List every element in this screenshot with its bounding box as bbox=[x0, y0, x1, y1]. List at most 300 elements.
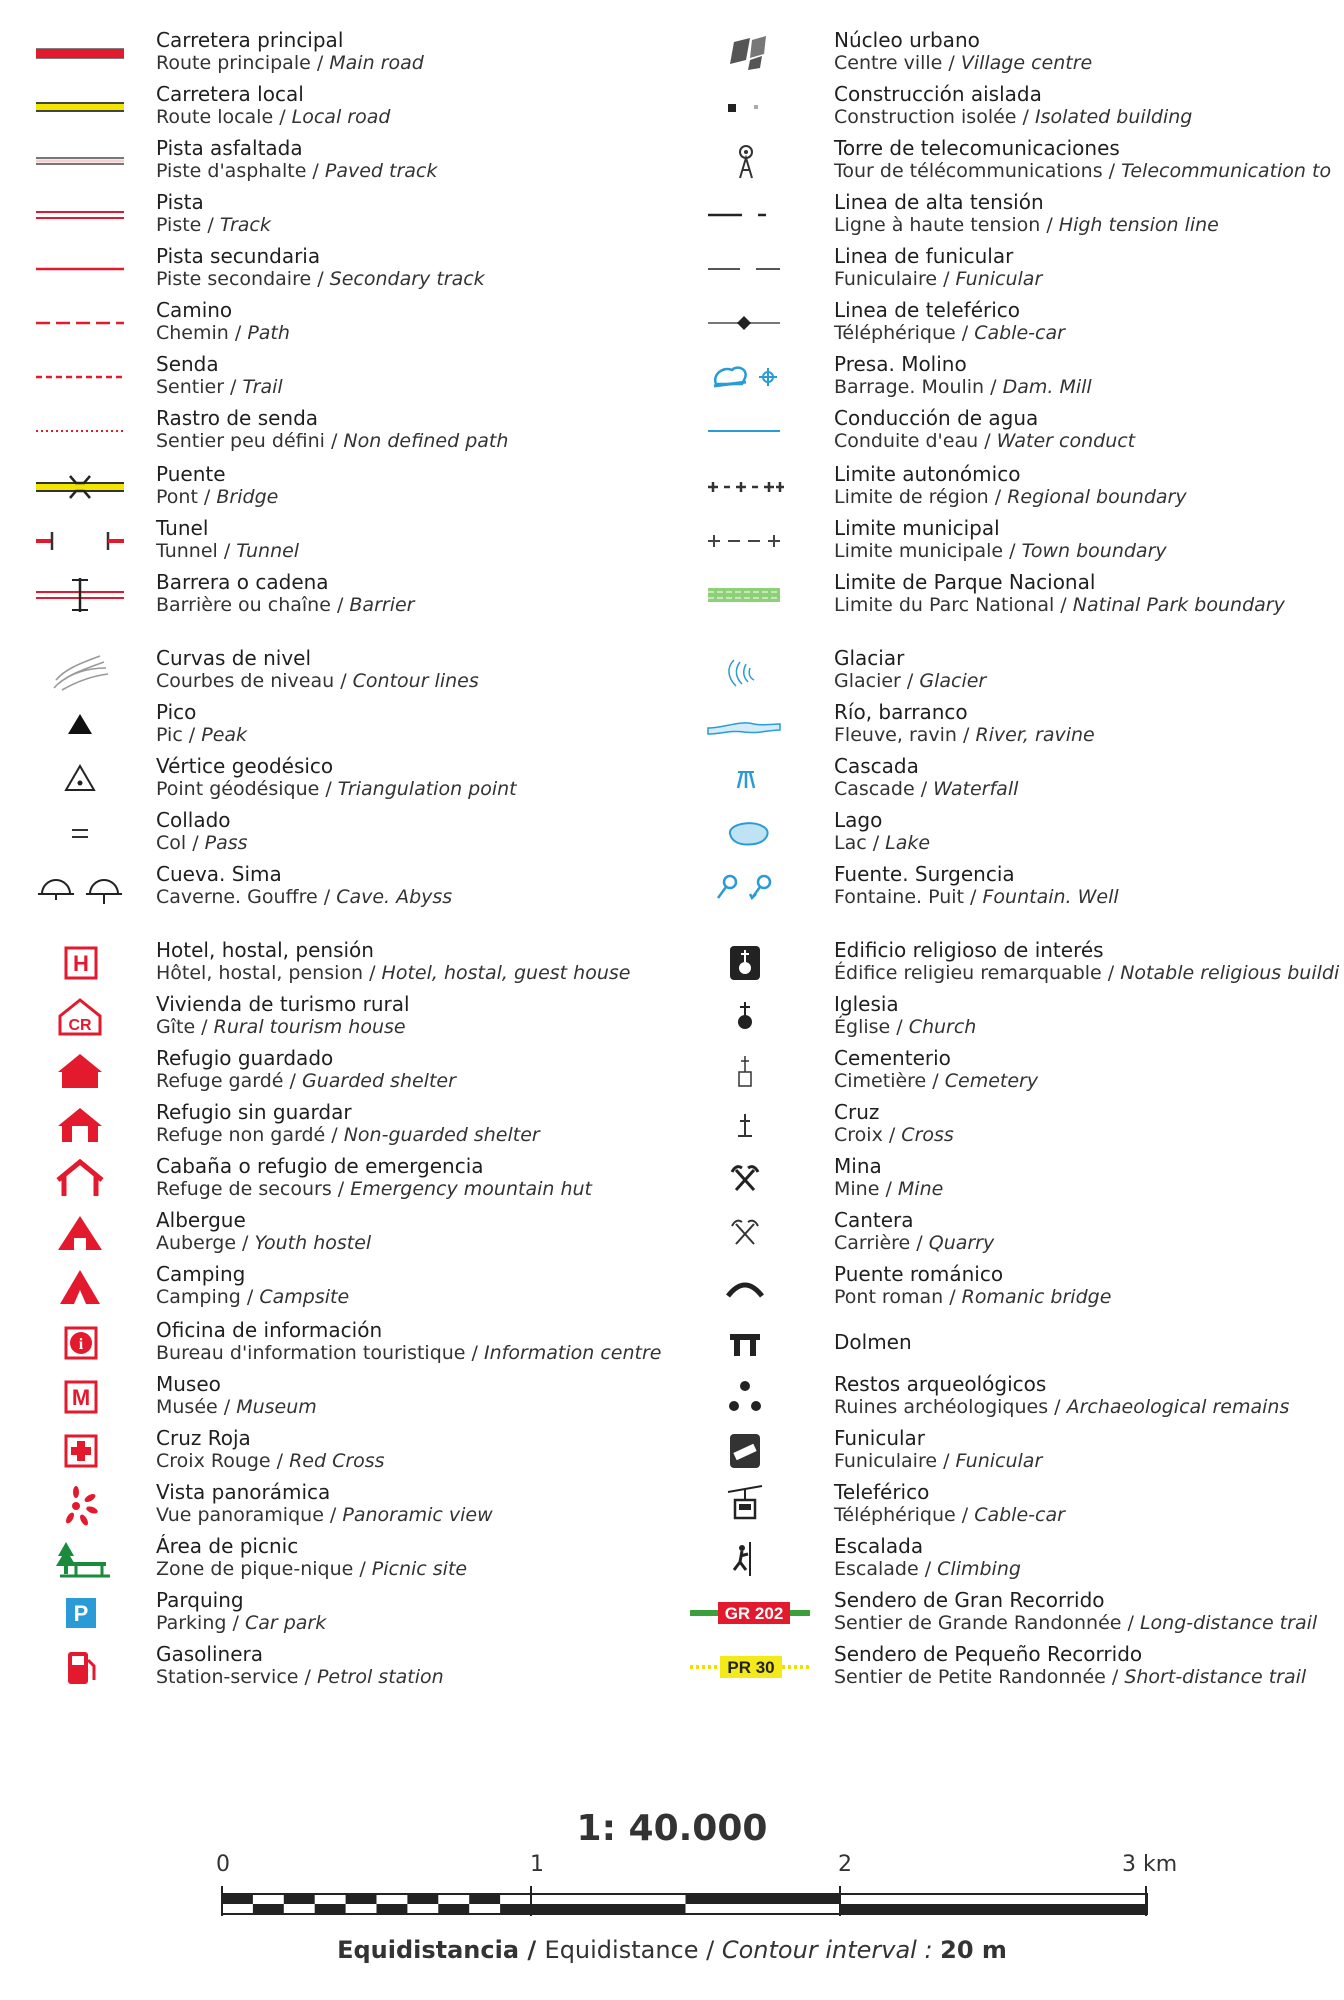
legend-title-es: Senda bbox=[156, 352, 219, 376]
legend-title-es: Torre de telecomunicaciones bbox=[834, 136, 1120, 160]
non-guarded-shelter-icon bbox=[0, 1098, 140, 1152]
legend-title-en: Short-distance trail bbox=[1124, 1666, 1307, 1688]
legend-title-fr: Funiculaire / bbox=[834, 268, 956, 290]
legend-text bbox=[156, 352, 283, 399]
legend-title-es: Cueva. Sima bbox=[156, 862, 282, 886]
legend-text bbox=[834, 570, 1285, 617]
legend-title-fr: Refuge non gardé / bbox=[156, 1124, 344, 1146]
legend-title-en: Funicular bbox=[955, 1450, 1043, 1472]
legend-title-es: Sendero de Pequeño Recorrido bbox=[834, 1642, 1143, 1666]
legend-title-fr: Sentier de Petite Randonnée / bbox=[834, 1666, 1125, 1688]
legend-title-es: Linea de teleférico bbox=[834, 298, 1021, 322]
legend-title-en: Cable-car bbox=[974, 322, 1065, 344]
legend-title-fr: Ligne à haute tension / bbox=[834, 214, 1059, 236]
legend-subtitle bbox=[156, 486, 278, 509]
contour-lines-icon bbox=[0, 644, 140, 698]
legend-subtitle bbox=[834, 1286, 1111, 1309]
bridge-symbol bbox=[0, 460, 140, 514]
legend-title-es: Refugio guardado bbox=[156, 1046, 334, 1070]
legend-title-fr: Construction isolée / bbox=[834, 106, 1035, 128]
legend-title-en: Path bbox=[247, 322, 290, 344]
legend-text bbox=[156, 1154, 592, 1201]
legend-title-fr: Auberge / bbox=[156, 1232, 255, 1254]
legend-title-es: Pico bbox=[156, 700, 197, 724]
legend-title-es: Carretera local bbox=[156, 82, 304, 106]
legend-title-fr: Parking / bbox=[156, 1612, 245, 1634]
legend-text bbox=[156, 646, 479, 693]
legend-title-en: Lake bbox=[885, 832, 931, 854]
legend-title-es: Cantera bbox=[834, 1208, 914, 1232]
legend-title-en: Main road bbox=[329, 52, 424, 74]
legend-title-fr: Fleuve, ravin / bbox=[834, 724, 976, 746]
legend-subtitle bbox=[834, 1178, 943, 1201]
legend-title-fr: Mine / bbox=[834, 1178, 898, 1200]
legend-text bbox=[156, 1046, 456, 1093]
scale-ratio: 1: 40.000 bbox=[576, 1808, 768, 1849]
legend-text bbox=[834, 28, 1092, 75]
legend-title-es: Camino bbox=[156, 298, 233, 322]
funicular-line-symbol bbox=[690, 242, 830, 296]
legend-text bbox=[834, 1330, 912, 1354]
glacier-icon bbox=[690, 644, 830, 698]
legend-title-fr: Croix Rouge / bbox=[156, 1450, 290, 1472]
legend-title-fr: Carrière / bbox=[834, 1232, 929, 1254]
legend-title-fr: Limite du Parc National / bbox=[834, 594, 1073, 616]
legend-title-fr: Église / bbox=[834, 1016, 909, 1038]
legend-title-en: Water conduct bbox=[996, 430, 1136, 452]
legend-title-fr: Tour de télécommunications / bbox=[834, 160, 1122, 182]
legend-title-en: Peak bbox=[201, 724, 248, 746]
legend-text bbox=[834, 244, 1042, 291]
legend-title-fr: Refuge gardé / bbox=[156, 1070, 302, 1092]
legend-text bbox=[156, 570, 414, 617]
legend-subtitle bbox=[834, 1450, 1042, 1473]
legend-title-en: Cable-car bbox=[974, 1504, 1065, 1526]
legend-subtitle bbox=[156, 214, 271, 237]
pr-badge-label: PR 30 bbox=[727, 1658, 775, 1677]
legend-subtitle bbox=[156, 160, 437, 183]
legend-title-es: Cruz Roja bbox=[156, 1426, 251, 1450]
legend-subtitle bbox=[834, 778, 1018, 801]
legend-title-en: Glacier bbox=[919, 670, 987, 692]
legend-subtitle bbox=[156, 376, 283, 399]
legend-title-en: Fountain. Well bbox=[982, 886, 1119, 908]
legend-subtitle bbox=[156, 1342, 661, 1365]
legend-text bbox=[156, 1208, 371, 1255]
cave-icon bbox=[0, 860, 140, 914]
funicular-icon bbox=[690, 1424, 830, 1478]
legend-title-es: Funicular bbox=[834, 1426, 926, 1450]
barrier-symbol bbox=[0, 568, 140, 622]
legend-text bbox=[834, 1262, 1111, 1309]
legend-title-es: Oficina de información bbox=[156, 1318, 383, 1342]
water-conduct-symbol bbox=[690, 404, 830, 458]
trail-symbol bbox=[0, 350, 140, 404]
paved-track-symbol bbox=[0, 134, 140, 188]
legend-title-fr: Croix / bbox=[834, 1124, 902, 1146]
legend-subtitle bbox=[834, 322, 1065, 345]
legend-title-es: Presa. Molino bbox=[834, 352, 967, 376]
legend-title-en: Long-distance trail bbox=[1139, 1612, 1318, 1634]
panoramic-view-icon bbox=[0, 1478, 140, 1532]
legend-title-es: Rastro de senda bbox=[156, 406, 319, 430]
legend-title-es: Restos arqueológicos bbox=[834, 1372, 1047, 1396]
legend-title-es: Cementerio bbox=[834, 1046, 951, 1070]
legend-text bbox=[834, 646, 986, 693]
guarded-shelter-icon bbox=[0, 1044, 140, 1098]
legend-title-en: Quarry bbox=[928, 1232, 995, 1254]
legend-subtitle bbox=[156, 724, 247, 747]
legend-subtitle bbox=[156, 1286, 349, 1309]
legend-title-fr: Fontaine. Puit / bbox=[834, 886, 983, 908]
legend-title-en: Campsite bbox=[259, 1286, 350, 1308]
cemetery-icon bbox=[690, 1044, 830, 1098]
legend-title-fr: Piste d'asphalte / bbox=[156, 160, 325, 182]
legend-subtitle bbox=[834, 886, 1119, 909]
legend-text bbox=[834, 516, 1167, 563]
legend-subtitle bbox=[156, 1666, 444, 1689]
dolmen-icon bbox=[690, 1316, 830, 1370]
museum-icon bbox=[0, 1370, 140, 1424]
legend-subtitle bbox=[156, 594, 414, 617]
legend-subtitle bbox=[156, 1396, 317, 1419]
legend-title-es: Teleférico bbox=[834, 1480, 930, 1504]
high-tension-line-symbol bbox=[690, 188, 830, 242]
legend-title-fr: Sentier / bbox=[156, 376, 243, 398]
legend-title-fr: Refuge de secours / bbox=[156, 1178, 351, 1200]
eq-val: 20 m bbox=[940, 1936, 1007, 1964]
main-road-symbol bbox=[0, 26, 140, 80]
legend-title-fr: Cimetière / bbox=[834, 1070, 945, 1092]
legend-title-es: Museo bbox=[156, 1372, 221, 1396]
dam-mill-icon bbox=[690, 350, 830, 404]
legend-title-en: Non-guarded shelter bbox=[343, 1124, 540, 1146]
red-cross-icon bbox=[0, 1424, 140, 1478]
legend-title-en: Contour lines bbox=[352, 670, 479, 692]
legend-title-en: Picnic site bbox=[371, 1558, 468, 1580]
legend-title-fr: Centre ville / bbox=[834, 52, 961, 74]
cross-icon bbox=[690, 1098, 830, 1152]
legend-subtitle bbox=[156, 268, 485, 291]
legend-subtitle bbox=[156, 430, 508, 453]
legend-subtitle bbox=[834, 376, 1092, 399]
legend-subtitle bbox=[834, 1232, 994, 1255]
legend-title-en: High tension line bbox=[1058, 214, 1219, 236]
legend-title-fr: Glacier / bbox=[834, 670, 920, 692]
legend-subtitle bbox=[156, 1070, 456, 1093]
gr-badge-label: GR 202 bbox=[724, 1604, 784, 1623]
legend-title-fr: Limite municipale / bbox=[834, 540, 1022, 562]
legend-title-en: Archaeological remains bbox=[1066, 1396, 1290, 1418]
national-park-boundary-symbol bbox=[690, 568, 830, 622]
church-icon bbox=[690, 990, 830, 1044]
legend-subtitle bbox=[156, 106, 390, 129]
legend-title-es: Carretera principal bbox=[156, 28, 344, 52]
legend-text bbox=[834, 1426, 1042, 1473]
gr-trail-badge bbox=[690, 1586, 830, 1640]
legend-title-en: Information centre bbox=[483, 1342, 662, 1364]
information-icon bbox=[0, 1316, 140, 1370]
legend-subtitle bbox=[834, 1124, 954, 1147]
legend-title-en: Panoramic view bbox=[342, 1504, 493, 1526]
legend-text bbox=[834, 862, 1119, 909]
track-symbol bbox=[0, 188, 140, 242]
legend-title-en: Isolated building bbox=[1034, 106, 1193, 128]
legend-title-fr: Chemin / bbox=[156, 322, 248, 344]
legend-title-fr: Édifice religieu remarquable / bbox=[834, 962, 1121, 984]
legend-text bbox=[834, 462, 1187, 509]
legend-title-fr: Route locale / bbox=[156, 106, 292, 128]
legend-title-es: Fuente. Surgencia bbox=[834, 862, 1015, 886]
legend-text bbox=[156, 754, 517, 801]
legend-title-es: Limite de Parque Nacional bbox=[834, 570, 1096, 594]
legend-title-en: Museum bbox=[236, 1396, 317, 1418]
legend-title-en: Town boundary bbox=[1021, 540, 1167, 562]
legend-title-es: Albergue bbox=[156, 1208, 246, 1232]
legend-subtitle bbox=[156, 1016, 410, 1039]
legend-text bbox=[156, 1534, 467, 1581]
legend-text bbox=[834, 1642, 1306, 1689]
legend-title-es: Glaciar bbox=[834, 646, 905, 670]
legend-text bbox=[834, 1100, 954, 1147]
legend-subtitle bbox=[834, 268, 1042, 291]
legend-text bbox=[834, 992, 976, 1039]
legend-title-fr: Camping / bbox=[156, 1286, 260, 1308]
legend-text bbox=[156, 406, 508, 453]
legend-text bbox=[156, 700, 247, 747]
legend-title-es: Gasolinera bbox=[156, 1642, 263, 1666]
peak-icon bbox=[0, 698, 140, 752]
legend-subtitle bbox=[156, 1612, 326, 1635]
svg-text:H: H bbox=[73, 951, 89, 976]
legend-title-es: Edificio religioso de interés bbox=[834, 938, 1104, 962]
legend-text bbox=[834, 136, 1331, 183]
legend-title-en: Cave. Abyss bbox=[336, 886, 453, 908]
legend-title-en: Village centre bbox=[960, 52, 1093, 74]
mine-icon bbox=[690, 1152, 830, 1206]
legend-title-fr: Funiculaire / bbox=[834, 1450, 956, 1472]
legend-text bbox=[834, 700, 1095, 747]
legend-title-es: Limite municipal bbox=[834, 516, 1000, 540]
path-symbol bbox=[0, 296, 140, 350]
legend-text bbox=[156, 462, 278, 509]
legend-title-fr: Hôtel, hostal, pension / bbox=[156, 962, 382, 984]
legend-title-es: Escalada bbox=[834, 1534, 924, 1558]
legend-title-es: Iglesia bbox=[834, 992, 899, 1016]
legend-subtitle bbox=[834, 160, 1331, 183]
legend-subtitle bbox=[834, 1558, 1021, 1581]
contour-interval bbox=[0, 1936, 1344, 1964]
legend-title-es: Pista secundaria bbox=[156, 244, 321, 268]
legend-text bbox=[834, 1534, 1021, 1581]
legend-subtitle bbox=[156, 322, 290, 345]
legend-subtitle bbox=[156, 1232, 371, 1255]
legend-subtitle bbox=[156, 832, 248, 855]
legend-title-fr: Caverne. Gouffre / bbox=[156, 886, 337, 908]
legend-text bbox=[156, 1372, 317, 1419]
legend-subtitle bbox=[156, 52, 424, 75]
legend-subtitle bbox=[834, 1396, 1289, 1419]
lake-icon bbox=[690, 806, 830, 860]
legend-title-es: Limite autonómico bbox=[834, 462, 1021, 486]
legend-title-en: River, ravine bbox=[975, 724, 1095, 746]
legend-text bbox=[156, 516, 299, 563]
legend-text bbox=[834, 190, 1219, 237]
legend-title-es: Pista bbox=[156, 190, 204, 214]
legend-title-en: Telecommunication to bbox=[1121, 160, 1332, 182]
legend-title-en: Climbing bbox=[937, 1558, 1021, 1580]
legend-text bbox=[156, 808, 248, 855]
legend-title-es: Curvas de nivel bbox=[156, 646, 312, 670]
legend-text bbox=[156, 938, 630, 985]
legend-title-en: Local road bbox=[291, 106, 391, 128]
isolated-building-icon bbox=[690, 80, 830, 134]
svg-text:CR: CR bbox=[68, 1017, 92, 1034]
legend-title-en: Romanic bridge bbox=[961, 1286, 1112, 1308]
legend-title-en: Notable religious buildi bbox=[1120, 962, 1340, 984]
legend-title-fr: Sentier peu défini / bbox=[156, 430, 344, 452]
scale-tick-3: 3 km bbox=[1122, 1852, 1178, 1877]
legend-title-en: Barrier bbox=[349, 594, 415, 616]
legend-text bbox=[834, 1372, 1289, 1419]
eq-fr: Equidistance / bbox=[544, 1936, 722, 1964]
legend-title-en: Waterfall bbox=[933, 778, 1019, 800]
legend-title-en: Hotel, hostal, guest house bbox=[381, 962, 631, 984]
legend-title-fr: Courbes de niveau / bbox=[156, 670, 353, 692]
waterfall-icon bbox=[690, 752, 830, 806]
legend-text bbox=[834, 1480, 1065, 1527]
hotel-icon bbox=[0, 936, 140, 990]
legend-text bbox=[156, 190, 271, 237]
legend-subtitle bbox=[834, 1666, 1306, 1689]
legend-title-es: Cascada bbox=[834, 754, 919, 778]
legend-title-en: Petrol station bbox=[316, 1666, 444, 1688]
legend-title-fr: Gîte / bbox=[156, 1016, 214, 1038]
archaeological-remains-icon bbox=[690, 1370, 830, 1424]
secondary-track-symbol bbox=[0, 242, 140, 296]
legend-text bbox=[834, 1154, 943, 1201]
legend-title-en: Trail bbox=[242, 376, 283, 398]
legend-title-fr: Pont / bbox=[156, 486, 217, 508]
legend-title-fr: Conduite d'eau / bbox=[834, 430, 997, 452]
legend-text bbox=[156, 28, 424, 75]
triangulation-point-icon bbox=[0, 752, 140, 806]
fountain-icon bbox=[690, 860, 830, 914]
legend-subtitle bbox=[834, 430, 1135, 453]
legend-subtitle bbox=[834, 1612, 1317, 1635]
legend-title-fr: Escalade / bbox=[834, 1558, 938, 1580]
legend-title-fr: Barrage. Moulin / bbox=[834, 376, 1003, 398]
legend-title-fr: Vue panoramique / bbox=[156, 1504, 343, 1526]
legend-title-fr: Col / bbox=[156, 832, 205, 854]
legend-text bbox=[834, 1046, 1038, 1093]
legend-subtitle bbox=[834, 214, 1219, 237]
legend-title-en: Car park bbox=[244, 1612, 327, 1634]
legend-title-en: Regional boundary bbox=[1007, 486, 1187, 508]
legend-title-es: Mina bbox=[834, 1154, 882, 1178]
scale-bar bbox=[220, 1886, 1150, 1922]
legend-text bbox=[834, 938, 1339, 985]
romanic-bridge-icon bbox=[690, 1260, 830, 1314]
legend-title-fr: Limite de région / bbox=[834, 486, 1008, 508]
regional-boundary-symbol bbox=[690, 460, 830, 514]
river-icon bbox=[690, 698, 830, 752]
legend-title-fr: Point géodésique / bbox=[156, 778, 338, 800]
legend-title-en: Cross bbox=[901, 1124, 954, 1146]
legend-text bbox=[156, 1642, 444, 1689]
svg-text:P: P bbox=[73, 1601, 89, 1626]
youth-hostel-icon bbox=[0, 1206, 140, 1260]
eq-es: Equidistancia / bbox=[337, 1936, 545, 1964]
legend-title-es: Vista panorámica bbox=[156, 1480, 331, 1504]
legend-title-en: Church bbox=[908, 1016, 977, 1038]
legend-subtitle bbox=[834, 724, 1095, 747]
legend-text bbox=[834, 352, 1092, 399]
legend-title-es: Hotel, hostal, pensión bbox=[156, 938, 374, 962]
climbing-icon bbox=[690, 1532, 830, 1586]
legend-title-es: Sendero de Gran Recorrido bbox=[834, 1588, 1105, 1612]
legend-subtitle bbox=[834, 1504, 1065, 1527]
legend-title-fr: Cascade / bbox=[834, 778, 934, 800]
legend-subtitle bbox=[834, 486, 1187, 509]
pass-icon bbox=[0, 806, 140, 860]
legend-title-es: Linea de alta tensión bbox=[834, 190, 1044, 214]
legend-title-es: Pista asfaltada bbox=[156, 136, 303, 160]
legend-title-fr: Bureau d'information touristique / bbox=[156, 1342, 484, 1364]
telecom-tower-icon bbox=[690, 134, 830, 188]
legend-subtitle bbox=[156, 1124, 540, 1147]
legend-title-en: Bridge bbox=[216, 486, 279, 508]
legend-subtitle bbox=[156, 1178, 592, 1201]
religious-building-icon bbox=[690, 936, 830, 990]
legend-title-en: Youth hostel bbox=[254, 1232, 372, 1254]
legend-title-es: Linea de funicular bbox=[834, 244, 1014, 268]
legend-text bbox=[156, 1480, 493, 1527]
legend-title-es: Cruz bbox=[834, 1100, 880, 1124]
legend-title-es: Conducción de agua bbox=[834, 406, 1039, 430]
tunnel-symbol bbox=[0, 514, 140, 568]
legend-text bbox=[156, 992, 410, 1039]
legend-title-es: Construcción aislada bbox=[834, 82, 1042, 106]
legend-title-fr: Pont roman / bbox=[834, 1286, 962, 1308]
legend-title-en: Paved track bbox=[324, 160, 438, 182]
legend-title-en: Tunnel bbox=[236, 540, 300, 562]
legend-title-es: Núcleo urbano bbox=[834, 28, 980, 52]
legend-subtitle bbox=[834, 962, 1339, 985]
legend-title-es: Collado bbox=[156, 808, 231, 832]
legend-title-fr: Barrière ou chaîne / bbox=[156, 594, 350, 616]
campsite-icon bbox=[0, 1260, 140, 1314]
quarry-icon bbox=[690, 1206, 830, 1260]
legend-text bbox=[834, 1588, 1317, 1635]
legend-subtitle bbox=[834, 540, 1167, 563]
legend-title-es: Camping bbox=[156, 1262, 246, 1286]
village-centre-icon bbox=[690, 26, 830, 80]
legend-text bbox=[834, 808, 930, 855]
legend-title-es: Vértice geodésico bbox=[156, 754, 334, 778]
legend-text bbox=[156, 1262, 349, 1309]
legend-title-es: Área de picnic bbox=[156, 1534, 299, 1558]
legend-text bbox=[834, 298, 1065, 345]
legend-title-en: Cemetery bbox=[944, 1070, 1039, 1092]
cable-car-icon bbox=[690, 1478, 830, 1532]
legend-text bbox=[834, 406, 1135, 453]
legend-title-en: Pass bbox=[204, 832, 248, 854]
scale-tick-2: 2 bbox=[838, 1852, 852, 1877]
legend-title-fr: Musée / bbox=[156, 1396, 237, 1418]
legend-title-fr: Lac / bbox=[834, 832, 886, 854]
legend-title-en: Funicular bbox=[955, 268, 1043, 290]
